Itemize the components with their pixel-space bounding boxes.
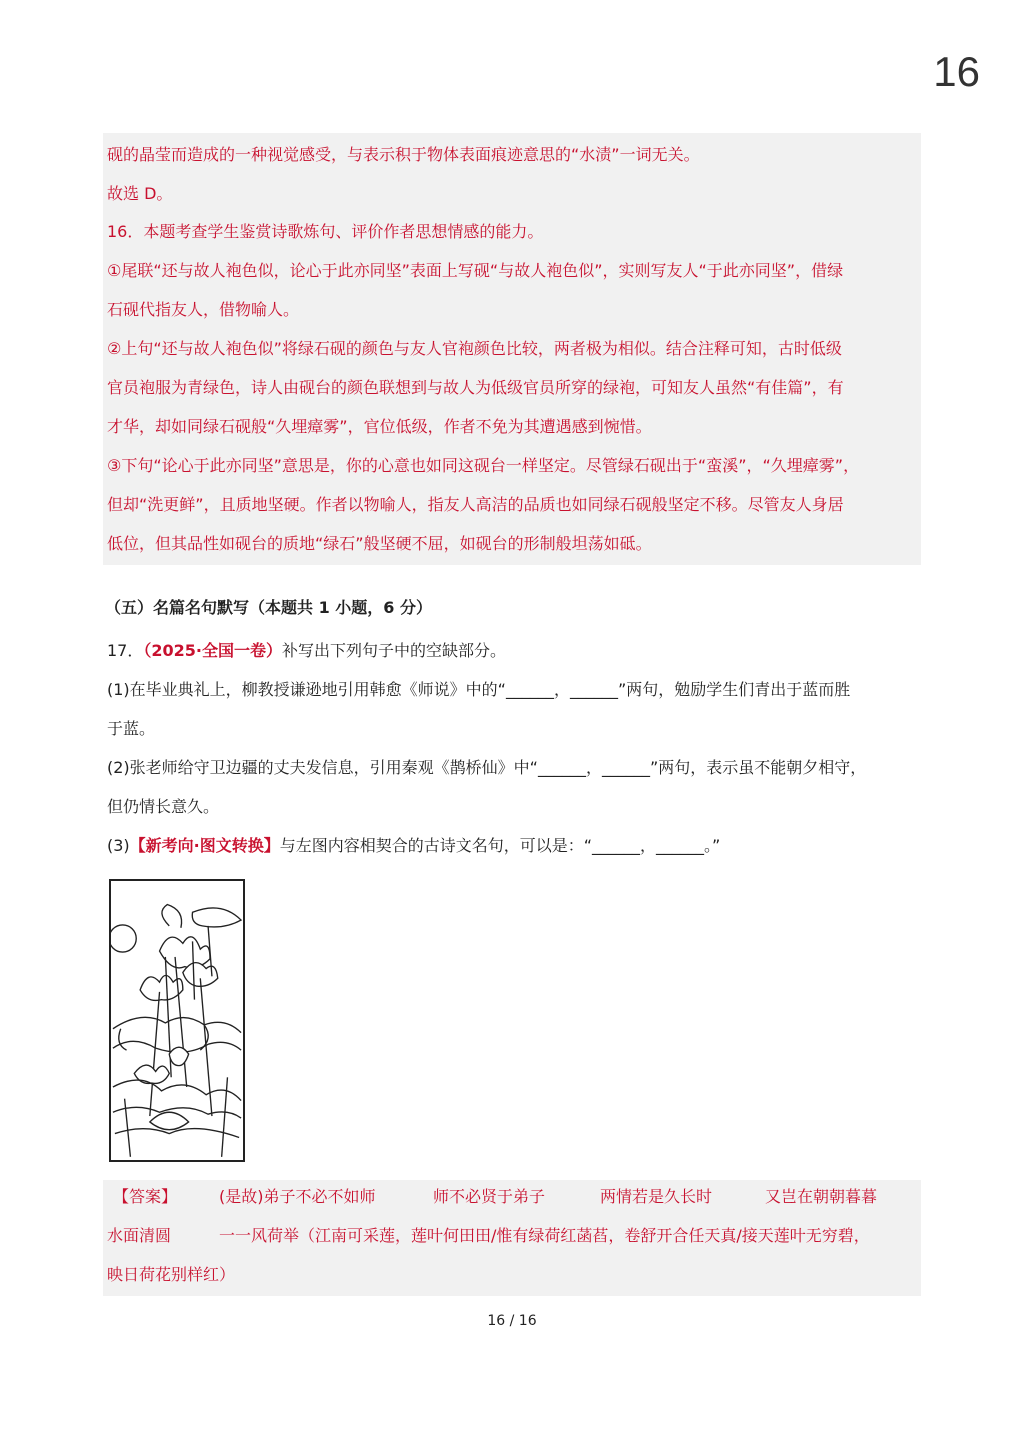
analysis-line: 官员袍服为青绿色，诗人由砚台的颜色联想到与故人为低级官员所穿的绿袍，可知友人虽然“有佳篇”，有 bbox=[107, 378, 844, 397]
section-heading: （五）名篇名句默写（本题共 1 小题，6 分） bbox=[105, 598, 432, 617]
analysis-line: ①尾联“还与故人袍色似，论心于此亦同坚”表面上写砚“与故人袍色似”，实则写友人“于此亦同坚”，借绿 bbox=[107, 261, 844, 280]
lotus-illustration-icon bbox=[109, 879, 245, 1162]
analysis-line: 低位，但其品性如砚台的质地“绿石”般坚硬不屈，如砚台的形制般坦荡如砥。 bbox=[107, 534, 652, 553]
answer-blank: (是故)弟子不必不如师 bbox=[219, 1187, 376, 1206]
answer-blank: 两情若是久长时 bbox=[600, 1187, 713, 1206]
analysis-line: 16．本题考查学生鉴赏诗歌炼句、评价作者思想情感的能力。 bbox=[107, 222, 544, 241]
question-prompt: 补写出下列句子中的空缺部分。 bbox=[282, 641, 507, 660]
analysis-line: 才华，却如同绿石砚般“久埋瘴雾”，官位低级，作者不免为其遭遇感到惋惜。 bbox=[107, 417, 652, 436]
answer-label: 【答案】 bbox=[113, 1187, 178, 1206]
answer-blank: 师不必贤于弟子 bbox=[433, 1187, 546, 1206]
question-item-line: (2)张老师给守卫边疆的丈夫发信息，引用秦观《鹊桥仙》中“______，______”两句，表示虽不能朝夕相守， bbox=[107, 758, 867, 777]
question-item-line: 但仍情长意久。 bbox=[107, 797, 220, 816]
item3-prefix: (3) bbox=[107, 836, 130, 855]
question-17-line bbox=[107, 641, 506, 661]
answer-blank: 映日荷花别样红） bbox=[107, 1265, 236, 1284]
analysis-line: ③下句“论心于此亦同坚”意思是，你的心意也如同这砚台一样坚定。尽管绿石砚出于“蛮溪”，“久埋瘴雾”， bbox=[107, 456, 860, 475]
analysis-line: 石砚代指友人，借物喻人。 bbox=[107, 300, 300, 319]
page-footer: 16 / 16 bbox=[487, 1313, 537, 1329]
question-item-line: (1)在毕业典礼上，柳教授谦逊地引用韩愈《师说》中的“______，______”两句，勉励学生们青出于蓝而胜 bbox=[107, 680, 851, 699]
analysis-line: ②上句“还与故人袍色似”将绿石砚的颜色与友人官袍颜色比较，两者极为相似。结合注释可知，古时低级 bbox=[107, 339, 842, 358]
question-source-tag: （2025·全国一卷） bbox=[143, 641, 282, 660]
item3-tag: 【新考向·图文转换】 bbox=[129, 836, 280, 855]
question-item-3 bbox=[107, 836, 720, 856]
answer-blank: 一一风荷举（江南可采莲，莲叶何田田/惟有绿荷红菡萏，卷舒开合任天真/接天莲叶无穷碧， bbox=[219, 1226, 870, 1245]
item3-text: 与左图内容相契合的古诗文名句，可以是：“______，______。” bbox=[279, 836, 721, 855]
page-corner-number: 16 bbox=[933, 48, 980, 95]
answer-blank: 水面清圆 bbox=[107, 1226, 172, 1245]
answer-blank: 又岂在朝朝暮暮 bbox=[765, 1187, 878, 1206]
analysis-line: 但却“洗更鲜”，且质地坚硬。作者以物喻人，指友人高洁的品质也如同绿石砚般坚定不移。尽管友人身居 bbox=[107, 495, 844, 514]
question-number: 17． bbox=[107, 641, 144, 660]
question-item-line: 于蓝。 bbox=[107, 719, 156, 738]
analysis-line: 故选 D。 bbox=[107, 184, 173, 203]
analysis-line: 砚的晶莹而造成的一种视觉感受，与表示积于物体表面痕迹意思的“水渍”一词无关。 bbox=[107, 145, 700, 164]
